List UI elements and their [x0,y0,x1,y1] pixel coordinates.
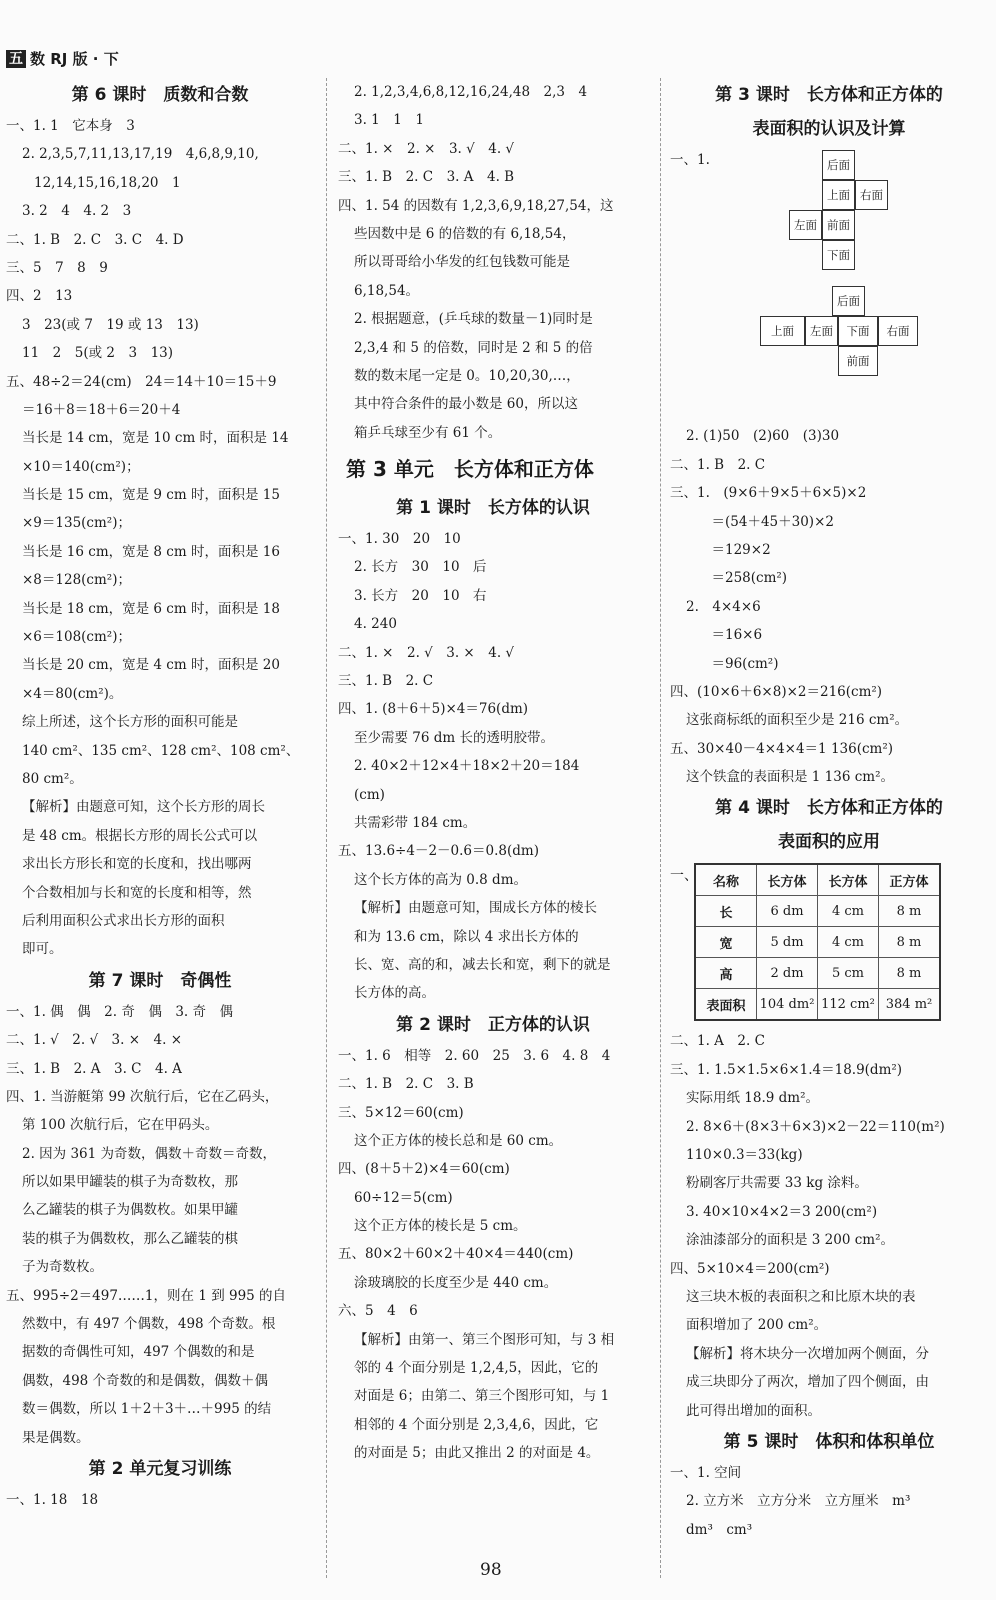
table-cell: 宽 [695,927,757,958]
answer-line: 这三块木板的表面积之和比原木块的表 [686,1288,916,1305]
answer-line: 二、1. B 2. C 3. C 4. D [6,231,184,248]
net-face: 右面 [878,316,918,346]
answer-line: 长方体的高。 [354,985,435,1002]
net-face: 右面 [855,180,888,210]
answer-line: 四、1. 54 的因数有 1,2,3,6,9,18,27,54，这 [338,197,614,214]
answer-line: 和为 13.6 cm，除以 4 求出长方体的 [354,928,579,945]
answer-line: 成三块即分了两次，增加了四个侧面，由 [686,1374,929,1391]
answer-line: 11 2 5(或 2 3 13) [22,345,174,362]
answer-line: 粉刷客厅共需要 33 kg 涂料。 [686,1175,868,1192]
answer-line: 后利用面积公式求出长方形的面积 [22,912,225,929]
table-body [695,896,940,1021]
answer-line: 2. 1,2,3,4,6,8,12,16,24,48 2,3 4 [354,84,588,100]
answer-line: 【解析】由第一、第三个图形可知，与 3 相 [354,1331,615,1348]
answer-line: 2. 立方米 立方分米 立方厘米 m³ [686,1493,911,1510]
table-cell: 104 dm² [757,989,818,1021]
answer-line: 据数的奇偶性可知，497 个偶数的和是 [22,1344,255,1361]
answer-line: ×4＝80(cm²)。 [22,685,123,702]
table-cell: 4 cm [818,896,879,927]
answer-line: 四、1. 当游艇第 99 次航行后，它在乙码头， [6,1088,279,1105]
answer-line: 一、1. 6 相等 2. 60 25 3. 6 4. 8 4 [338,1047,611,1064]
answer-line: ×6＝108(cm²)； [22,629,131,646]
table-cell: 5 dm [757,927,818,958]
answer-line: 五、80×2＋60×2＋40×4＝440(cm) [338,1246,574,1263]
table-row [695,989,940,1021]
answer-line: 4. 240 [354,616,397,633]
answer-line: 三、1. 1.5×1.5×6×1.4＝18.9(dm²) [670,1061,903,1078]
answer-line: 2. 4×4×6 [686,598,761,615]
right-block-a [670,422,988,791]
answer-line: 【解析】由题意可知，围成长方体的棱长 [354,900,597,917]
answer-line: 五、13.6÷4－2－0.6＝0.8(dm) [338,843,539,860]
answer-line: 这个铁盒的表面积是 1 136 cm²。 [686,769,895,786]
answer-line: 四、(8＋5＋2)×4＝60(cm) [338,1161,510,1178]
net-face: 上面 [822,180,855,210]
answer-line: 这张商标纸的面积至少是 216 cm²。 [686,712,909,729]
answer-line: 即可。 [22,941,63,958]
column-left [6,78,314,1514]
answer-line: 相邻的 4 个面分别是 2,3,4,6，因此，它 [354,1416,599,1433]
answer-line: 是 48 cm。根据长方形的周长公式可以 [22,827,258,844]
answer-line: 三、5 7 8 9 [6,259,108,276]
answer-line: 这个正方体的棱长总和是 60 cm。 [354,1132,563,1149]
answer-line: ×8＝128(cm²)； [22,572,131,589]
lesson-title: 第 4 课时 长方体和正方体的 [715,798,943,819]
answer-line: ×9＝135(cm²)； [22,515,131,532]
answer-line: 12,14,15,16,18,20 1 [34,174,181,191]
answer-line: 2. 2,3,5,7,11,13,17,19 4,6,8,9,10, [22,146,259,163]
answer-line: 二、1. × 2. √ 3. × 4. √ [338,644,515,661]
lesson-title: 第 2 单元复习训练 [88,1458,232,1479]
answer-line: 6,18,54。 [354,282,420,299]
lesson-title: 第 7 课时 奇偶性 [88,970,232,991]
net-face: 前面 [822,210,855,240]
edition-label: 数 RJ 版 · 下 [30,50,119,68]
net-face: 后面 [832,286,865,316]
answer-line: 求出长方形长和宽的长度和，找出哪两 [22,856,252,873]
answer-line: 三、1. (9×6＋9×5＋6×5)×2 [670,485,867,502]
answer-line: 一、1. 偶 偶 2. 奇 偶 3. 奇 偶 [6,1003,234,1020]
answer-line: 的对面是 5；由此又推出 2 的对面是 4。 [354,1445,600,1462]
answer-line: 所以如果甲罐装的棋子为奇数枚，那 [22,1174,238,1191]
answer-line: 四、1. (8＋6＋5)×4＝76(dm) [338,701,529,718]
answer-line: 3. 2 4 4. 2 3 [22,203,132,220]
net-face: 下面 [822,240,855,270]
answer-line: ＝(54＋45＋30)×2 [698,513,834,530]
answer-line: 果是偶数。 [22,1429,90,1446]
column-middle [338,78,648,1468]
answer-line: 六、5 4 6 [338,1303,418,1320]
answer-line: 2. 长方 30 10 后 [354,559,487,576]
answer-line: 共需彩带 184 cm。 [354,814,477,831]
answer-line: 装的棋子为偶数枚，那么乙罐装的棋 [22,1230,238,1247]
answer-line: 此可得出增加的面积。 [686,1402,821,1419]
table-header-row [695,864,940,896]
answer-line: 2. 根据题意，(乒乓球的数量－1)同时是 [354,311,593,328]
answer-line: 110×0.3＝33(kg) [686,1147,803,1164]
net-face: 左面 [805,316,838,346]
answer-line: 三、1. B 2. C [338,673,434,690]
answer-line: 二、1. √ 2. √ 3. × 4. × [6,1032,183,1049]
lesson-title: 第 1 课时 长方体的认识 [396,498,590,519]
answer-line: 五、48÷2＝24(cm) 24＝14＋10＝15＋9 [6,373,277,390]
net-face: 左面 [789,210,822,240]
answer-line: 二、1. B 2. C 3. B [338,1076,474,1093]
answer-line: 当长是 16 cm，宽是 8 cm 时，面积是 16 [22,543,280,560]
answer-line: 【解析】由题意可知，这个长方形的周长 [22,799,265,816]
answer-line: 数＝偶数，所以 1＋2＋3＋…＋995 的结 [22,1401,272,1418]
net-face: 下面 [838,316,878,346]
answer-line: ×10＝140(cm²)； [22,458,140,475]
answer-line: ＝16×6 [698,627,763,644]
answer-line: 80 cm²。 [22,770,83,787]
answer-line: 实际用纸 18.9 dm²。 [686,1090,819,1107]
table-prefix: 一、 [670,868,698,885]
question-label: 一、1. [670,152,710,168]
lesson-title: 第 5 课时 体积和体积单位 [723,1431,935,1452]
unit-title: 第 3 单元 长方体和正方体 [346,457,594,482]
answer-line: 140 cm²、135 cm²、128 cm²、108 cm²、 [22,742,300,759]
answer-line: 个合数相加与长和宽的长度和相等，然 [22,884,252,901]
table-cell: 112 cm² [818,989,879,1021]
answer-line: 涂油漆部分的面积是 3 200 cm²。 [686,1232,895,1249]
answer-line: ＝258(cm²) [698,570,788,587]
lesson-title: 表面积的应用 [778,832,880,853]
answer-line: 一、1. 18 18 [6,1491,99,1508]
net-face: 前面 [838,346,878,376]
answer-line: 二、1. B 2. C [670,456,766,473]
answer-line: 四、(10×6＋6×8)×2＝216(cm²) [670,683,883,700]
answer-line: 这个长方体的高为 0.8 dm。 [354,871,527,888]
answer-line: 些因数中是 6 的倍数的有 6,18,54， [354,225,576,242]
table-cell: 384 m² [879,989,941,1021]
answer-line: 长、宽、高的和，减去长和宽，剩下的就是 [354,956,611,973]
answer-line: 二、1. × 2. × 3. √ 4. √ [338,140,515,157]
table-cell: 高 [695,958,757,989]
answer-line: 对面是 6；由第二、第三个图形可知，与 1 [354,1388,610,1405]
answer-line: 一、1. 1 它本身 3 [6,118,135,134]
answer-line: 3. 长方 20 10 右 [354,587,487,604]
answer-line: 然数中，有 497 个偶数，498 个奇数。根 [22,1316,276,1333]
lesson-title: 第 3 课时 长方体和正方体的 [715,85,943,105]
dimensions-table [694,863,941,1021]
answer-line: 偶数，498 个奇数的和是偶数，偶数＋偶 [22,1372,269,1389]
answer-line: 一、1. 空间 [670,1464,742,1481]
middle-block-b [338,491,648,1468]
answer-line: 综上所述，这个长方形的面积可能是 [22,714,238,731]
answer-line: 2. 40×2＋12×4＋18×2＋20＝184 [354,758,580,775]
answer-line: 2,3,4 和 5 的倍数，同时是 2 和 5 的倍 [354,339,593,356]
table-wrapper [670,863,988,1021]
table-cell: 2 dm [757,958,818,989]
page-number: 98 [480,1560,502,1580]
answer-line: ＝129×2 [698,541,771,558]
table-header: 长方体 [757,864,818,896]
answer-line: 三、1. B 2. A 3. C 4. A [6,1060,182,1077]
answer-line: 这个正方体的棱长是 5 cm。 [354,1218,527,1235]
answer-line: 当长是 18 cm，宽是 6 cm 时，面积是 18 [22,600,280,617]
answer-line: 三、5×12＝60(cm) [338,1104,464,1121]
table-row [695,958,940,989]
answer-line: 其中符合条件的最小数是 60，所以这 [354,396,578,413]
middle-block-a [338,78,648,447]
answer-line: 60÷12＝5(cm) [354,1189,453,1206]
answer-line: 四、5×10×4＝200(cm²) [670,1260,830,1277]
answer-line: 3. 40×10×4×2＝3 200(cm²) [686,1203,878,1220]
table-cell: 8 m [879,927,941,958]
answer-line: 一、1. 30 20 10 [338,531,461,548]
answer-line: ＝96(cm²) [698,655,779,672]
table-cell: 4 cm [818,927,879,958]
answer-line: 3 23(或 7 19 或 13 13) [22,316,199,333]
table-header: 长方体 [818,864,879,896]
answer-line: 五、995÷2＝497……1，则在 1 到 995 的自 [6,1287,287,1304]
answer-line: 至少需要 76 dm 长的透明胶带。 [354,729,554,746]
answer-line: dm³ cm³ [686,1521,753,1538]
answer-line: 当长是 15 cm，宽是 9 cm 时，面积是 15 [22,487,280,504]
answer-line: 数的数末尾一定是 0。10,20,30,…， [354,367,580,384]
lesson-title: 第 6 课时 质数和合数 [71,85,249,105]
answer-line: 五、30×40－4×4×4＝1 136(cm²) [670,740,894,757]
net-face: 后面 [822,150,855,180]
answer-line: 二、1. A 2. C [670,1033,765,1050]
table-cell: 8 m [879,958,941,989]
answer-line: ＝16＋8＝18＋6＝20＋4 [22,401,181,418]
answer-line: 邻的 4 个面分别是 1,2,4,5，因此，它的 [354,1360,599,1377]
table-row [695,927,940,958]
lesson-title: 表面积的认识及计算 [752,119,906,139]
answer-line: 么乙罐装的棋子为偶数枚。如果甲罐 [22,1202,238,1219]
grade-badge: 五 [6,50,26,68]
column-divider [660,78,661,1578]
table-cell: 5 cm [818,958,879,989]
answer-line: 子为奇数枚。 [22,1259,103,1276]
table-cell: 表面积 [695,989,757,1021]
table-header: 正方体 [879,864,941,896]
answer-line: 当长是 20 cm，宽是 4 cm 时，面积是 20 [22,657,280,674]
answer-line: 涂玻璃胶的长度至少是 440 cm。 [354,1274,558,1291]
answer-line: 四、2 13 [6,288,73,305]
answer-line: 三、1. B 2. C 3. A 4. B [338,169,515,186]
table-cell: 6 dm [757,896,818,927]
table-cell: 8 m [879,896,941,927]
answer-line: 当长是 14 cm，宽是 10 cm 时，面积是 14 [22,430,289,447]
answer-line: 【解析】将木块分一次增加两个侧面，分 [686,1345,929,1362]
answer-line: 2. 因为 361 为奇数，偶数＋奇数＝奇数， [22,1145,277,1162]
answer-line: 2. (1)50 (2)60 (3)30 [686,428,840,445]
lesson-title: 第 2 课时 正方体的认识 [396,1014,590,1035]
column-right [670,78,988,1544]
column-divider [326,78,327,1578]
answer-line: 2. 8×6＋(8×3＋6×3)×2－22＝110(m²) [686,1118,945,1135]
table-cell: 长 [695,896,757,927]
cube-net-2 [670,316,988,422]
answer-line: 面积增加了 200 cm²。 [686,1317,828,1334]
page-header [6,48,119,69]
answer-line: 3. 1 1 1 [354,112,424,129]
cube-net-1 [670,146,988,336]
right-block-b [670,1027,988,1544]
answer-line: 第 100 次航行后，它在甲码头。 [22,1117,219,1134]
net-face: 上面 [760,316,805,346]
answer-line: (cm) [354,786,385,803]
answer-line: 所以哥哥给小华发的红包钱数可能是 [354,254,570,271]
table-row [695,896,940,927]
answer-line: 箱乒乓球至少有 61 个。 [354,424,502,441]
table-header: 名称 [695,864,757,896]
